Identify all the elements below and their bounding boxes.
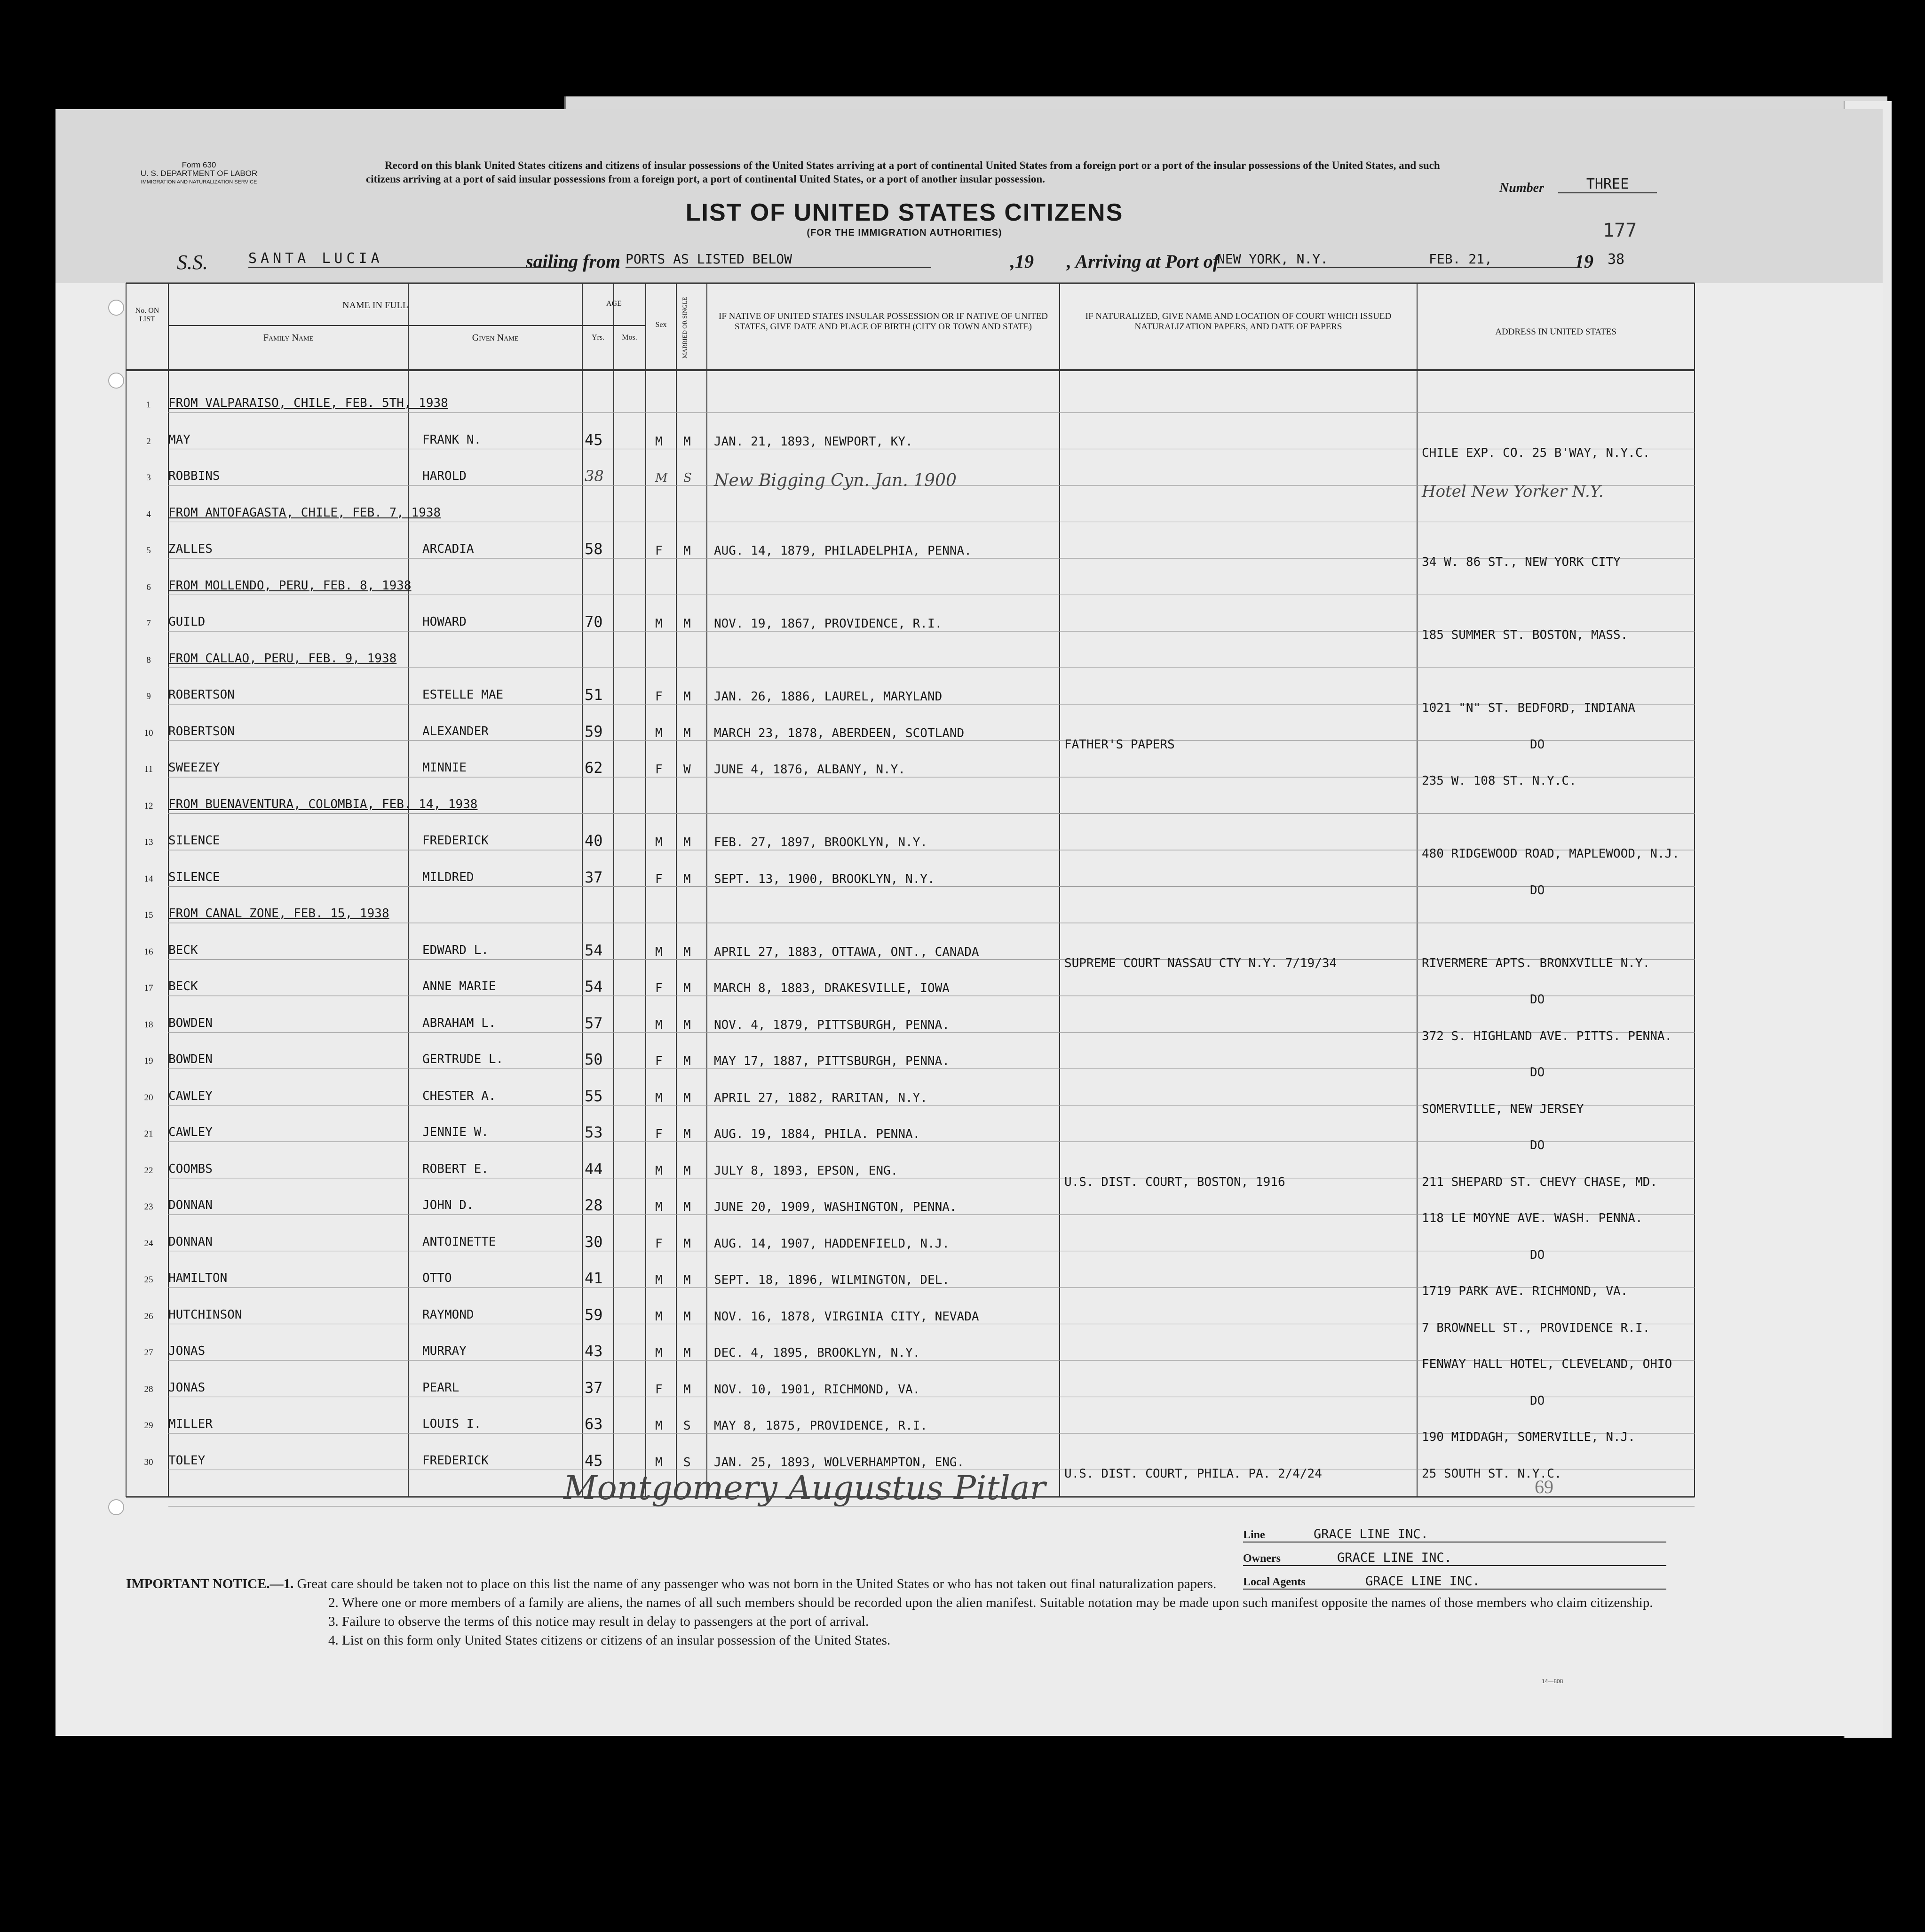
given-name: ARCADIA [422,542,474,556]
marital-status: M [683,1382,691,1397]
us-address: CHILE EXP. CO. 25 B'WAY, N.Y.C. [1422,445,1650,460]
row-number: 28 [144,1384,153,1394]
owners-label: Owners [1243,1552,1281,1565]
row-number: 24 [144,1238,153,1248]
marital-status: M [683,835,691,850]
family-name: JONAS [168,1380,206,1395]
family-name: HUTCHINSON [168,1307,242,1322]
given-name: HAROLD [422,469,467,483]
form-code: 14—808 [1542,1678,1563,1685]
arrival-year-suffix: 38 [1608,251,1625,268]
us-address: 1719 PARK AVE. RICHMOND, VA. [1422,1284,1628,1298]
row-number: 20 [144,1092,153,1103]
marital-status: M [683,1236,691,1251]
birth-info: SEPT. 18, 1896, WILMINGTON, DEL. [714,1273,950,1287]
sex: F [655,690,663,704]
family-name: BECK [168,943,198,957]
arriving-label: , Arriving at Port of [1067,251,1220,272]
given-name: FREDERICK [422,1453,489,1468]
row-number: 9 [146,692,151,701]
us-address: 34 W. 86 ST., NEW YORK CITY [1422,555,1621,569]
header-name-in-full: NAME IN FULL [342,300,408,310]
sailing-from: PORTS AS LISTED BELOW [626,251,931,268]
naturalization-info: U.S. DIST. COURT, PHILA. PA. 2/4/24 [1064,1466,1322,1481]
sex: F [655,1054,663,1068]
family-name: GUILD [168,615,206,629]
age-years: 28 [585,1196,603,1214]
sex: M [655,434,663,449]
birth-info: NOV. 16, 1878, VIRGINIA CITY, NEVADA [714,1309,979,1324]
naturalization-info: U.S. DIST. COURT, BOSTON, 1916 [1064,1175,1285,1189]
marital-status: M [683,1200,691,1214]
birth-info: FEB. 27, 1897, BROOKLYN, N.Y. [714,835,927,850]
given-name: ABRAHAM L. [422,1016,496,1030]
family-name: SILENCE [168,870,220,884]
header-age-mos: Mos. [622,334,637,342]
service-name: IMMIGRATION AND NATURALIZATION SERVICE [141,179,257,185]
birth-info: NOV. 19, 1867, PROVIDENCE, R.I. [714,617,943,631]
age-years: 37 [585,868,603,886]
sex: M [655,726,663,740]
header-age: AGE [606,300,622,308]
marital-status: S [683,1455,691,1470]
given-name: ROBERT E. [422,1161,489,1176]
row-number: 23 [144,1202,153,1212]
sex: M [655,471,668,485]
age-years: 37 [585,1378,603,1397]
age-years: 54 [585,978,603,995]
arrival-year-prefix: 19 [1575,251,1593,272]
birth-info: JAN. 21, 1893, NEWPORT, KY. [714,434,913,449]
family-name: SILENCE [168,834,220,848]
ss-label: S.S. [177,251,208,274]
age-years: 45 [585,430,603,449]
us-address: 480 RIDGEWOOD ROAD, MAPLEWOOD, N.J. [1422,847,1679,861]
sheet-number: 177 [1603,220,1637,241]
family-name: MAY [168,432,190,447]
officer-signature: Montgomery Augustus Pitlar [563,1469,1046,1507]
sex: F [655,1236,663,1251]
marital-status: M [683,1018,691,1032]
notice-item-1: Great care should be taken not to place on this list the name of any passenger who was not born in the United States or who has not taken out final naturalization papers. [297,1576,1217,1591]
given-name: JENNIE W. [422,1125,489,1139]
row-number: 3 [146,473,151,483]
marital-status: M [683,1163,691,1178]
line-value: GRACE LINE INC. [1314,1527,1428,1542]
record-instructions: Record on this blank United States citizens and citizens of insular possessions of the United States arriving at a port of continental United States from a foreign port or a port of the insular possessions of the United States, and such citizens arriving at a port of said insular possessions from a foreign port, a port of continental United States, or a port of another insular possession. [366,159,1440,185]
given-name: ANNE MARIE [422,979,496,994]
family-name: TOLEY [168,1453,206,1468]
important-notice [126,1574,1692,1650]
given-name: ANTOINETTE [422,1234,496,1249]
us-address: SOMERVILLE, NEW JERSEY [1422,1102,1584,1116]
us-address: 185 SUMMER ST. BOSTON, MASS. [1422,628,1628,642]
family-name: COOMBS [168,1161,213,1176]
form-number: Form 630 [182,160,216,169]
header-no-on-list: No. ON LIST [135,307,159,323]
age-years: 38 [585,467,604,485]
page-title: LIST OF UNITED STATES CITIZENS [685,199,1124,226]
birth-info: JUNE 4, 1876, ALBANY, N.Y. [714,763,905,777]
age-years: 44 [585,1160,603,1178]
row-number: 15 [144,910,153,920]
row-number: 1 [146,400,151,410]
us-address: Hotel New Yorker N.Y. [1422,482,1604,501]
row-number: 6 [146,582,151,592]
marital-status: M [683,872,691,886]
family-name: BOWDEN [168,1016,213,1030]
number-value: THREE [1558,176,1657,193]
birth-info: SEPT. 13, 1900, BROOKLYN, N.Y. [714,872,935,886]
sex: M [655,1200,663,1214]
header-naturalized: IF NATURALIZED, GIVE NAME AND LOCATION OF COURT WHICH ISSUED NATURALIZATION PAPERS, AND DATE OF PAPERS [1085,311,1392,332]
owners-value: GRACE LINE INC. [1337,1550,1452,1565]
marital-status: M [683,1273,691,1287]
notice-label: IMPORTANT NOTICE.—1. [126,1576,294,1591]
arrival-date: FEB. 21, [1429,251,1579,268]
sex: M [655,945,663,959]
sex: M [655,1346,663,1360]
row-number: 8 [146,655,151,665]
port-section-heading: FROM ANTOFAGASTA, CHILE, FEB. 7, 1938 [168,505,441,520]
row-number: 21 [144,1129,153,1139]
marital-status: M [683,1127,691,1141]
birth-info: JULY 8, 1893, EPSON, ENG. [714,1163,898,1178]
family-name: DONNAN [168,1198,213,1212]
us-address: DO [1530,737,1545,752]
marital-status: S [683,1419,691,1433]
family-name: ROBERTSON [168,724,235,739]
notice-item-4: 4. List on this form only United States citizens or citizens of an insular possession of the United States. [328,1633,891,1648]
birth-info: APRIL 27, 1882, RARITAN, N.Y. [714,1090,927,1105]
birth-info: NOV. 10, 1901, RICHMOND, VA. [714,1382,920,1397]
given-name: GERTRUDE L. [422,1052,504,1066]
age-years: 55 [585,1087,603,1105]
sex: F [655,1127,663,1141]
row-number: 14 [144,874,153,884]
row-number: 30 [144,1457,153,1467]
sex: M [655,1455,663,1470]
given-name: MURRAY [422,1344,467,1358]
stamp-number: 69 [1535,1476,1553,1497]
given-name: FREDERICK [422,834,489,848]
header-sex: Sex [655,321,667,329]
header-birth: IF NATIVE OF UNITED STATES INSULAR POSSESSION OR IF NATIVE OF UNITED STATES, GIVE DATE AND PLACE OF BIRTH (CITY OR TOWN AND STATE) [719,311,1048,332]
row-number: 5 [146,546,151,556]
birth-info: MAY 17, 1887, PITTSBURGH, PENNA. [714,1054,950,1068]
sex: F [655,1382,663,1397]
age-years: 43 [585,1342,603,1360]
naturalization-info: FATHER'S PAPERS [1064,737,1175,752]
given-name: JOHN D. [422,1198,474,1212]
age-years: 62 [585,759,603,777]
row-number: 13 [144,837,153,847]
marital-status: M [683,1346,691,1360]
sailing-label: sailing from [526,251,621,272]
sex: F [655,872,663,886]
sex: M [655,617,663,631]
page-subtitle: (FOR THE IMMIGRATION AUTHORITIES) [807,228,1002,238]
family-name: ROBERTSON [168,688,235,702]
family-name: ROBBINS [168,469,220,483]
port-section-heading: FROM VALPARAISO, CHILE, FEB. 5TH, 1938 [168,396,448,410]
port-section-heading: FROM CALLAO, PERU, FEB. 9, 1938 [168,651,397,666]
us-address: DO [1530,1138,1545,1153]
given-name: PEARL [422,1380,459,1395]
sex: F [655,763,663,777]
us-address: 211 SHEPARD ST. CHEVY CHASE, MD. [1422,1175,1657,1189]
row-number: 22 [144,1165,153,1176]
port-section-heading: FROM BUENAVENTURA, COLOMBIA, FEB. 14, 1938 [168,797,478,811]
birth-info: APRIL 27, 1883, OTTAWA, ONT., CANADA [714,945,979,959]
row-number: 26 [144,1311,153,1321]
us-address: DO [1530,1393,1545,1408]
marital-status: M [683,690,691,704]
row-number: 16 [144,946,153,957]
age-years: 70 [585,613,603,631]
row-number: 18 [144,1019,153,1030]
sex: M [655,1018,663,1032]
header-age-yrs: Yrs. [591,334,605,342]
sex: M [655,1163,663,1178]
us-address: 235 W. 108 ST. N.Y.C. [1422,774,1576,788]
sex: F [655,981,663,995]
birth-info: New Bigging Cyn. Jan. 1900 [714,471,957,490]
age-years: 54 [585,941,603,959]
row-number: 7 [146,619,151,628]
age-years: 58 [585,540,603,558]
age-years: 41 [585,1269,603,1287]
notice-item-2: 2. Where one or more members of a family are aliens, the names of all such members should be recorded upon the alien manifest. Suitable notation may be made upon such manifest opposite the names of those members who claim citizenship. [328,1595,1653,1610]
marital-status: M [683,434,691,449]
given-name: ALEXANDER [422,724,489,739]
row-number: 25 [144,1275,153,1285]
family-name: SWEEZEY [168,761,220,775]
number-label: Number [1499,181,1544,195]
birth-info: MAY 8, 1875, PROVIDENCE, R.I. [714,1419,927,1433]
department-name: U. S. DEPARTMENT OF LABOR [140,169,258,178]
marital-status: M [683,726,691,740]
sex: F [655,544,663,558]
row-number: 10 [144,728,153,738]
marital-status: M [683,1054,691,1068]
port-of-arrival: NEW YORK, N.Y. [1217,251,1429,268]
given-name: RAYMOND [422,1307,474,1322]
family-name: HAMILTON [168,1271,228,1285]
local-agents-value: GRACE LINE INC. [1365,1574,1480,1589]
us-address: 372 S. HIGHLAND AVE. PITTS. PENNA. [1422,1029,1672,1043]
sex: M [655,835,663,850]
row-number: 4 [146,509,151,519]
marital-status: M [683,544,691,558]
sex: M [655,1273,663,1287]
birth-info: JAN. 26, 1886, LAUREL, MARYLAND [714,690,943,704]
us-address: FENWAY HALL HOTEL, CLEVELAND, OHIO [1422,1357,1672,1371]
row-number: 12 [144,801,153,811]
given-name: MINNIE [422,761,467,775]
notice-item-3: 3. Failure to observe the terms of this notice may result in delay to passengers at the port of arrival. [328,1614,869,1629]
family-name: MILLER [168,1417,213,1431]
header-family-name: Family Name [263,333,314,343]
family-name: ZALLES [168,542,213,556]
family-name: CAWLEY [168,1125,213,1139]
header-address: ADDRESS IN UNITED STATES [1495,327,1616,337]
manifest-page [55,109,1883,1736]
birth-info: DEC. 4, 1895, BROOKLYN, N.Y. [714,1346,920,1360]
given-name: HOWARD [422,615,467,629]
age-years: 30 [585,1232,603,1251]
us-address: DO [1530,1248,1545,1262]
family-name: BOWDEN [168,1052,213,1066]
us-address: 118 LE MOYNE AVE. WASH. PENNA. [1422,1211,1643,1225]
sex: M [655,1419,663,1433]
age-years: 59 [585,1305,603,1324]
marital-status: M [683,1090,691,1105]
row-number: 19 [144,1056,153,1066]
header-married-single: MARRIED OR SINGLE [681,297,688,359]
marital-status: M [683,617,691,631]
header-given-name: Given Name [472,333,519,343]
given-name: CHESTER A. [422,1089,496,1103]
marital-status: W [683,763,691,777]
given-name: FRANK N. [422,432,482,447]
us-address: RIVERMERE APTS. BRONXVILLE N.Y. [1422,956,1650,970]
birth-info: JUNE 20, 1909, WASHINGTON, PENNA. [714,1200,957,1214]
line-label: Line [1243,1529,1265,1541]
given-name: OTTO [422,1271,452,1285]
us-address: 1021 "N" ST. BEDFORD, INDIANA [1422,701,1635,715]
us-address: DO [1530,993,1545,1007]
given-name: LOUIS I. [422,1417,482,1431]
age-years: 50 [585,1050,603,1068]
us-address: 25 SOUTH ST. N.Y.C. [1422,1466,1562,1481]
family-name: DONNAN [168,1234,213,1249]
given-name: EDWARD L. [422,943,489,957]
marital-status: S [683,471,692,485]
marital-status: M [683,981,691,995]
us-address: DO [1530,883,1545,898]
age-years: 59 [585,722,603,740]
family-name: CAWLEY [168,1089,213,1103]
age-years: 63 [585,1415,603,1433]
family-name: BECK [168,979,198,994]
age-years: 53 [585,1123,603,1141]
birth-info: AUG. 19, 1884, PHILA. PENNA. [714,1127,920,1141]
ship-name: SANTA LUCIA [248,250,573,268]
age-years: 51 [585,686,603,704]
row-number: 29 [144,1421,153,1431]
us-address: 7 BROWNELL ST., PROVIDENCE R.I. [1422,1320,1650,1335]
us-address: DO [1530,1065,1545,1080]
given-name: ESTELLE MAE [422,688,504,702]
age-years: 45 [585,1451,603,1470]
sex: M [655,1090,663,1105]
marital-status: M [683,945,691,959]
year-prefix: ,19 [1010,251,1034,272]
row-number: 2 [146,436,151,446]
birth-info: NOV. 4, 1879, PITTSBURGH, PENNA. [714,1018,950,1032]
port-section-heading: FROM MOLLENDO, PERU, FEB. 8, 1938 [168,578,412,593]
age-years: 57 [585,1014,603,1032]
sex: M [655,1309,663,1324]
given-name: MILDRED [422,870,474,884]
row-number: 11 [144,764,153,774]
marital-status: M [683,1309,691,1324]
us-address: 190 MIDDAGH, SOMERVILLE, N.J. [1422,1430,1635,1444]
local-agents-label: Local Agents [1243,1576,1306,1588]
row-number: 27 [144,1348,153,1358]
birth-info: AUG. 14, 1907, HADDENFIELD, N.J. [714,1236,950,1251]
naturalization-info: SUPREME COURT NASSAU CTY N.Y. 7/19/34 [1064,956,1337,970]
port-section-heading: FROM CANAL ZONE, FEB. 15, 1938 [168,906,389,921]
age-years: 40 [585,832,603,850]
row-number: 17 [144,983,153,993]
family-name: JONAS [168,1344,206,1358]
birth-info: MARCH 23, 1878, ABERDEEN, SCOTLAND [714,726,965,740]
birth-info: JAN. 25, 1893, WOLVERHAMPTON, ENG. [714,1455,965,1470]
birth-info: MARCH 8, 1883, DRAKESVILLE, IOWA [714,981,950,995]
birth-info: AUG. 14, 1879, PHILADELPHIA, PENNA. [714,544,972,558]
